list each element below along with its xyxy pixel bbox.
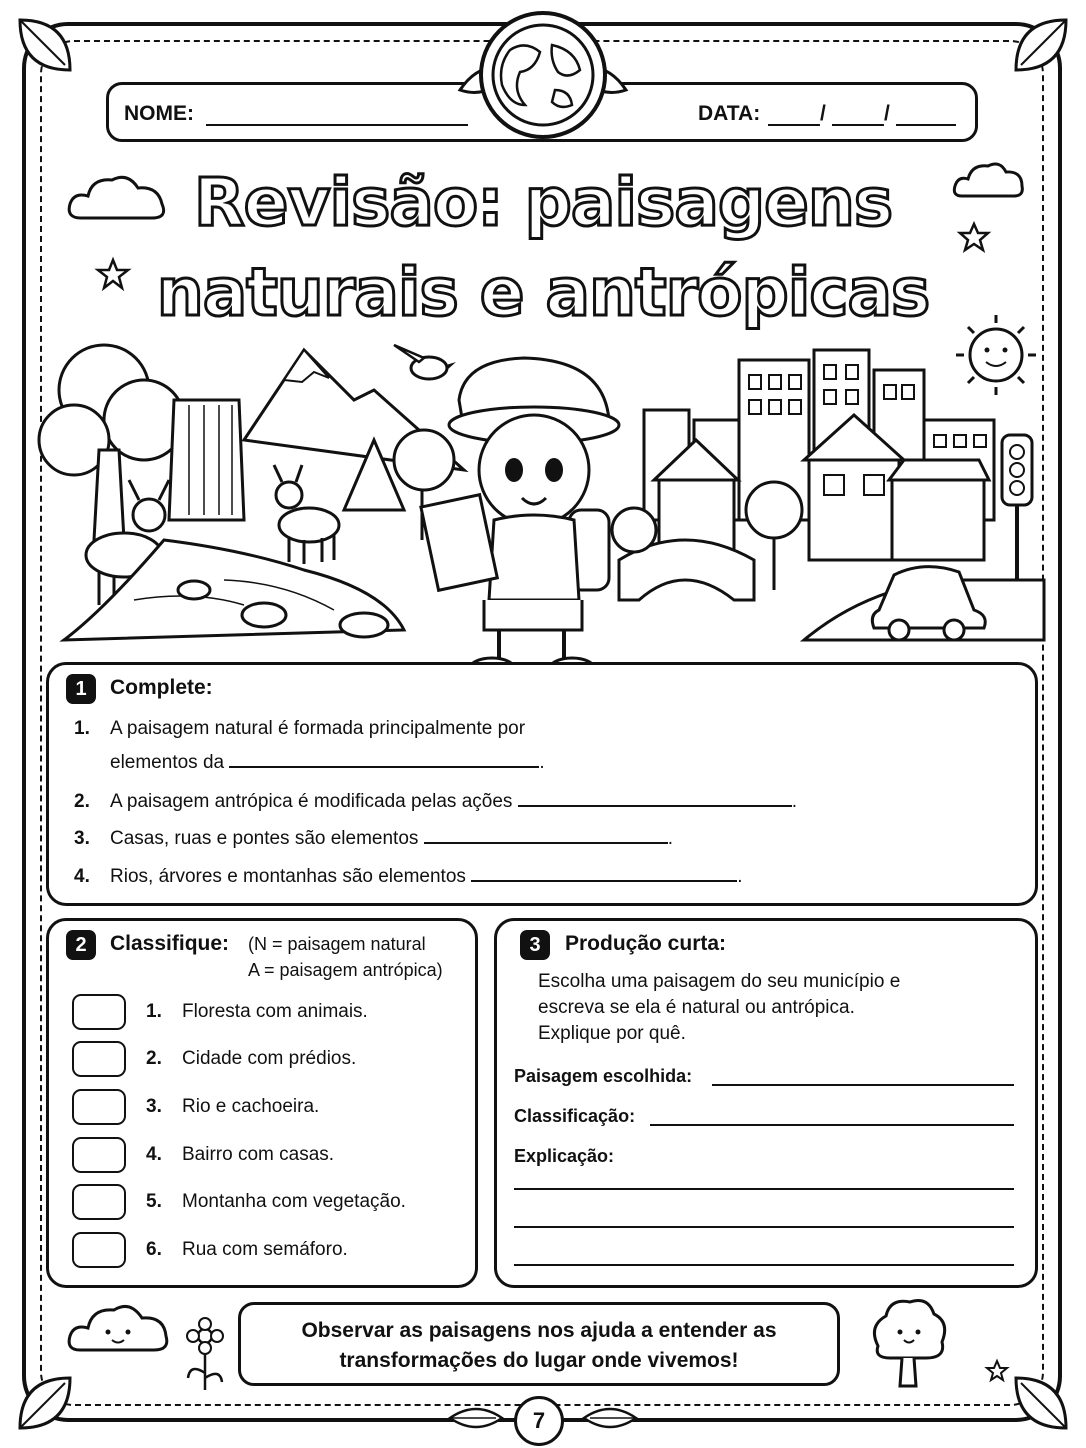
- waterfall-icon: [169, 400, 244, 520]
- sun-icon: [956, 315, 1036, 395]
- section3-title: Produção curta:: [565, 932, 727, 955]
- section1-number-badge: 1: [66, 674, 96, 704]
- classification-box[interactable]: [72, 1041, 126, 1077]
- cloud-icon: [66, 1296, 174, 1358]
- classification-field[interactable]: [650, 1104, 1014, 1126]
- item-number: 4.: [146, 1144, 162, 1165]
- section3-number-badge: 3: [520, 930, 550, 960]
- star-icon: [986, 1360, 1008, 1382]
- leaf-icon: [446, 1400, 506, 1436]
- explanation-line[interactable]: [514, 1246, 1014, 1266]
- child-explorer-icon: [421, 358, 619, 678]
- leaf-icon: [996, 1358, 1076, 1438]
- star-icon: [958, 222, 990, 254]
- title-line1: Revisão: paisagens: [193, 164, 893, 241]
- item-number: 3.: [74, 828, 90, 849]
- item-number: 3.: [146, 1096, 162, 1117]
- item-text: Montanha com vegetação.: [182, 1191, 406, 1212]
- field-label-explanation: Explicação:: [514, 1146, 615, 1166]
- item-number: 4.: [74, 866, 90, 887]
- item-text: Rios, árvores e montanhas são elementos: [110, 866, 466, 887]
- tree-icon: [868, 1296, 948, 1392]
- item-number: 1.: [74, 718, 90, 739]
- name-label: NOME:: [124, 102, 194, 125]
- page-number: 7: [514, 1396, 564, 1446]
- leaf-icon: [10, 1358, 90, 1438]
- landscape-illustration: [44, 310, 1044, 690]
- footer-line1: Observar as paisagens nos ajuda a entender as: [301, 1319, 777, 1342]
- item-text: Floresta com animais.: [182, 1001, 368, 1022]
- item-number: 2.: [74, 791, 90, 812]
- instruction-line: Explique por quê.: [538, 1023, 686, 1044]
- explanation-line[interactable]: [514, 1170, 1014, 1190]
- item-text: elementos da: [110, 752, 225, 773]
- deer-icon: [274, 465, 339, 564]
- bird-icon: [394, 345, 456, 379]
- section2-legend-natural: (N = paisagem natural: [248, 934, 426, 954]
- globe-icon: [440, 10, 646, 140]
- punctuation: .: [791, 791, 797, 812]
- punctuation: .: [737, 866, 743, 887]
- section2-number-badge: 2: [66, 930, 96, 960]
- classification-box[interactable]: [72, 994, 126, 1030]
- cloud-icon: [952, 158, 1026, 202]
- classification-box[interactable]: [72, 1184, 126, 1220]
- flower-icon: [180, 1318, 230, 1394]
- date-label: DATA:: [698, 102, 761, 125]
- item-text: Rio e cachoeira.: [182, 1096, 320, 1117]
- landscape-field[interactable]: [712, 1064, 1014, 1086]
- classification-box[interactable]: [72, 1137, 126, 1173]
- name-field[interactable]: [206, 100, 468, 126]
- date-day-field[interactable]: [768, 100, 820, 126]
- instruction-line: escreva se ela é natural ou antrópica.: [538, 997, 855, 1018]
- section2-title: Classifique:: [110, 932, 230, 955]
- leaf-icon: [580, 1400, 640, 1436]
- item-number: 6.: [146, 1239, 162, 1260]
- footer-line2: transformações do lugar onde vivemos!: [339, 1349, 739, 1372]
- car-icon: [872, 567, 985, 640]
- item-text: Cidade com prédios.: [182, 1048, 357, 1069]
- item-text: A paisagem antrópica é modificada pelas ações: [110, 791, 513, 812]
- date-month-field[interactable]: [832, 100, 884, 126]
- footer-message: [238, 1302, 840, 1386]
- item-text: Casas, ruas e pontes são elementos: [110, 828, 419, 849]
- item-text: Bairro com casas.: [182, 1144, 335, 1165]
- explanation-line[interactable]: [514, 1208, 1014, 1228]
- answer-blank[interactable]: [471, 862, 737, 882]
- leaf-icon: [996, 10, 1076, 90]
- date-separator: /: [884, 102, 890, 125]
- title-line2: naturais e antrópicas: [156, 254, 930, 331]
- item-number: 1.: [146, 1001, 162, 1022]
- item-number: 5.: [146, 1191, 162, 1212]
- classification-box[interactable]: [72, 1232, 126, 1268]
- item-number: 2.: [146, 1048, 162, 1069]
- item-text: Rua com semáforo.: [182, 1239, 348, 1260]
- date-separator: /: [820, 102, 826, 125]
- field-label-classification: Classificação:: [514, 1106, 636, 1126]
- answer-blank[interactable]: [424, 824, 668, 844]
- section1-title: Complete:: [110, 676, 213, 699]
- instruction-line: Escolha uma paisagem do seu município e: [538, 971, 901, 992]
- date-year-field[interactable]: [896, 100, 956, 126]
- leaf-icon: [10, 10, 90, 90]
- answer-blank[interactable]: [518, 787, 792, 807]
- classification-box[interactable]: [72, 1089, 126, 1125]
- field-label-landscape: Paisagem escolhida:: [514, 1066, 693, 1086]
- star-icon: [96, 258, 130, 292]
- cloud-icon: [66, 168, 170, 228]
- punctuation: .: [667, 828, 673, 849]
- section2-legend-anthropic: A = paisagem antrópica): [248, 960, 443, 980]
- punctuation: .: [539, 752, 545, 773]
- item-text: A paisagem natural é formada principalmente por: [110, 718, 526, 739]
- answer-blank[interactable]: [229, 748, 539, 768]
